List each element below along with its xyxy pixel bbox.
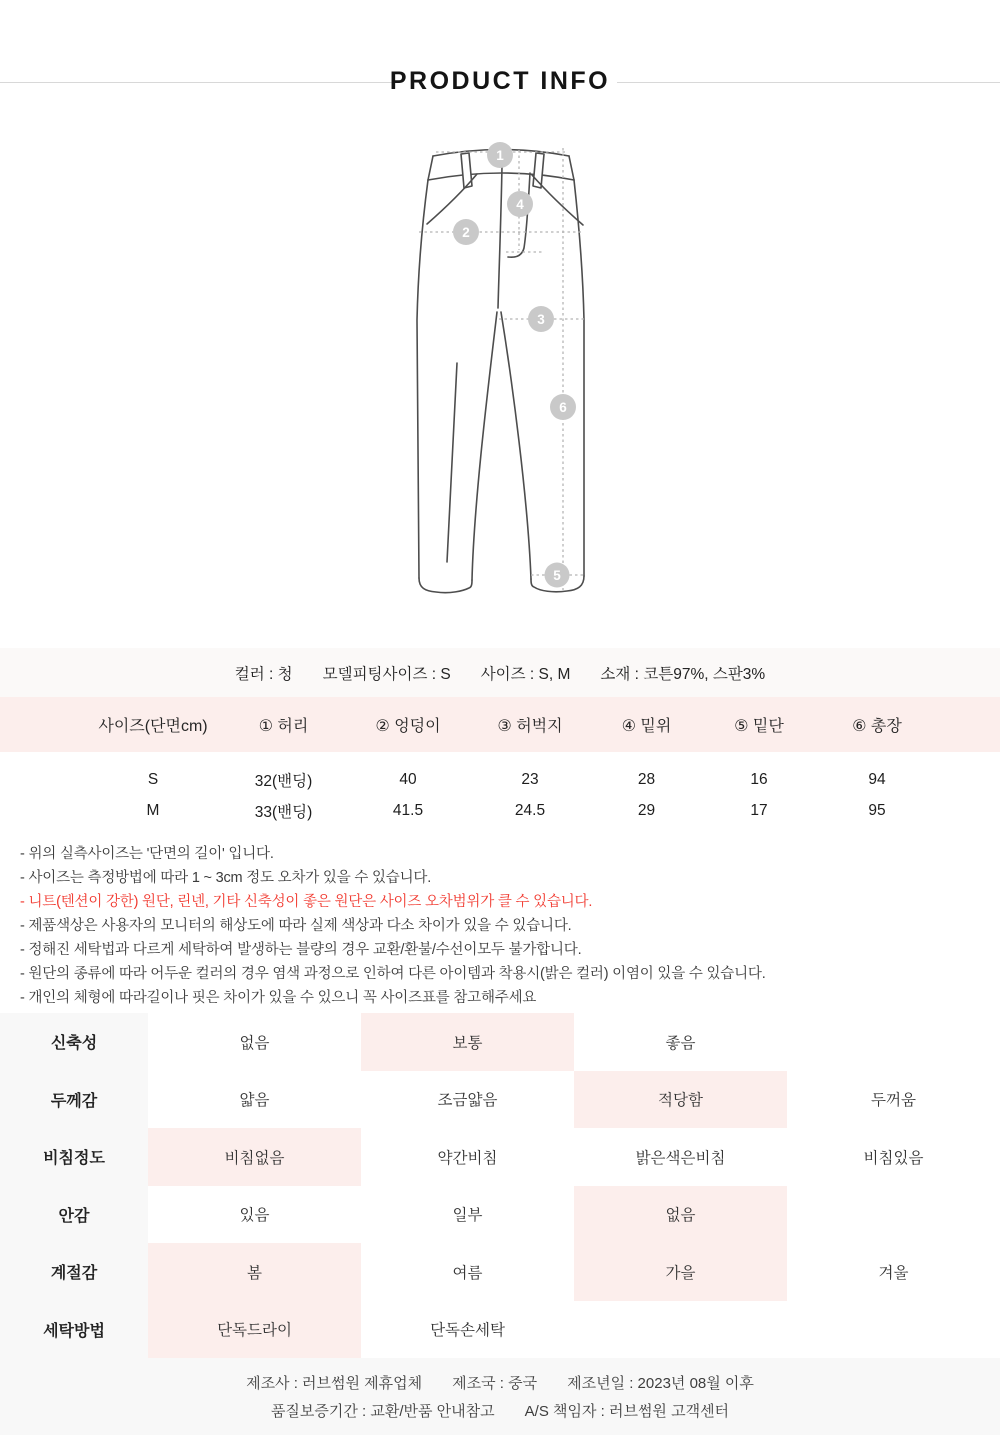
attribute-option: [787, 1013, 1000, 1071]
rise-cell: 28: [637, 770, 656, 788]
attribute-option: 비침있음: [863, 1149, 924, 1167]
attribute-option-selected: 없음: [574, 1186, 787, 1244]
attribute-option: 여름: [452, 1264, 483, 1282]
attribute-option-selected: 봄: [148, 1243, 361, 1301]
size-table-body: [0, 752, 1000, 830]
attribute-option-selected: 적당함: [574, 1071, 787, 1129]
size-table-header: [0, 697, 1000, 752]
fabric-info: 소재 : 코튼97%, 스판3%: [600, 665, 766, 683]
attribute-option: [787, 1301, 1000, 1359]
size-table-header-cell: ② 엉덩이: [375, 718, 441, 735]
pants-measurement-diagram: [0, 130, 1000, 648]
center-front-seam: [498, 166, 502, 308]
attribute-option: 단독손세탁: [430, 1322, 505, 1340]
page-title: PRODUCT INFO: [389, 67, 611, 95]
footer-line-1: [246, 1372, 754, 1393]
attribute-row-washing: [0, 1301, 1000, 1359]
size-table-header-cell: ④ 밑위: [621, 718, 672, 735]
page-header: [0, 0, 1000, 130]
warranty-info: 품질보증기간 : 교환/반품 안내참고: [270, 1403, 495, 1420]
marker-number-4: 4: [516, 197, 524, 212]
left-leg-crease-line: [447, 363, 457, 562]
waistband-left-edge: [428, 156, 433, 180]
note-line: - 위의 실측사이즈는 '단면의 길이' 입니다.: [20, 846, 274, 862]
attribute-option: 좋음: [665, 1034, 696, 1052]
size-cell: S: [147, 770, 159, 788]
title-rule-right: [617, 82, 1000, 83]
manufacturer-footer: [0, 1358, 1000, 1435]
attribute-label: 두께감: [0, 1071, 148, 1129]
manufacture-date-info: 제조년일 : 2023년 08월 이후: [567, 1375, 754, 1392]
hip-cell: 40: [399, 770, 417, 788]
right-inner-seam: [501, 312, 531, 579]
table-row: [0, 764, 1000, 795]
attribute-option-selected: 비침없음: [148, 1128, 361, 1186]
size-table: [0, 697, 1000, 830]
marker-number-5: 5: [553, 568, 561, 583]
attribute-option: 있음: [239, 1207, 270, 1225]
attribute-label: 세탁방법: [0, 1301, 148, 1359]
manufacturer-info: 제조사 : 러브썸원 제휴업체: [246, 1375, 423, 1392]
attribute-option: 일부: [452, 1207, 483, 1225]
hip-cell: 41.5: [392, 801, 424, 819]
left-hem: [419, 578, 472, 593]
size-info: 사이즈 : S, M: [480, 665, 571, 683]
attribute-option: 두꺼움: [871, 1092, 916, 1110]
thigh-cell: 24.5: [514, 801, 546, 819]
note-line: - 개인의 체형에 따라길이나 핏은 차이가 있을 수 있으니 꼭 사이즈표를 참고해주세요: [20, 990, 537, 1006]
attribute-option: 겨울: [878, 1264, 909, 1282]
attribute-option: 조금얇음: [437, 1092, 498, 1110]
attribute-label: 안감: [0, 1186, 148, 1244]
product-summary-strip: [0, 648, 1000, 697]
marker-number-2: 2: [462, 225, 470, 240]
marker-number-1: 1: [496, 148, 504, 163]
left-outer-seam: [417, 180, 428, 578]
as-manager-info: A/S 책임자 : 러브썸원 고객센터: [524, 1403, 730, 1420]
table-row: [0, 795, 1000, 826]
note-line-warning: - 니트(텐션이 강한) 원단, 린넨, 기타 신축성이 좋은 원단은 사이즈 오차범위가 클 수 있습니다.: [20, 894, 593, 910]
attribute-option: 없음: [239, 1034, 270, 1052]
size-table-header-cell: ③ 허벅지: [497, 718, 563, 735]
attribute-row-lining: [0, 1186, 1000, 1244]
right-outer-seam: [574, 180, 584, 576]
size-table-header-cell: ① 허리: [258, 718, 309, 735]
attribute-label: 계절감: [0, 1243, 148, 1301]
attribute-row-sheerness: [0, 1128, 1000, 1186]
attribute-row-stretch: [0, 1013, 1000, 1071]
size-table-header-cell: ⑥ 총장: [852, 718, 902, 735]
pocket-left-line: [427, 174, 477, 224]
hem-cell: 16: [750, 770, 768, 788]
model-fitting-size-info: 모델피팅사이즈 : S: [322, 665, 451, 683]
attribute-option: 얇음: [239, 1092, 270, 1110]
attribute-row-season: [0, 1243, 1000, 1301]
attribute-option: [574, 1301, 787, 1359]
waist-cell: 33(밴딩): [254, 803, 313, 821]
note-line: - 제품색상은 사용자의 모니터의 해상도에 따라 실제 색상과 다소 차이가 있을 수 있습니다.: [20, 918, 572, 934]
attribute-option-selected: 보통: [361, 1013, 574, 1071]
rise-cell: 29: [637, 801, 656, 819]
note-line: - 정해진 세탁법과 다르게 세탁하여 발생하는 블량의 경우 교환/환불/수선이모두 불가합니다.: [20, 942, 582, 958]
footer-line-2: [271, 1400, 729, 1421]
color-info: 컬러 : 청: [234, 665, 293, 683]
note-line: - 원단의 종류에 따라 어두운 컬러의 경우 염색 과정으로 인하여 다른 아이템과 착용시(밝은 컬러) 이염이 있을 수 있습니다.: [20, 966, 766, 982]
waistband-right-edge: [569, 156, 574, 180]
origin-country-info: 제조국 : 중국: [452, 1375, 538, 1392]
thigh-cell: 23: [521, 770, 539, 788]
waist-cell: 32(밴딩): [254, 772, 313, 790]
attribute-option: 밝은색은비침: [635, 1149, 726, 1167]
attribute-label: 비침정도: [0, 1128, 148, 1186]
length-cell: 95: [868, 801, 886, 819]
length-cell: 94: [868, 770, 886, 788]
hem-cell: 17: [750, 801, 768, 819]
attribute-label: 신축성: [0, 1013, 148, 1071]
attribute-option-selected: 가을: [574, 1243, 787, 1301]
size-table-header-cell: 사이즈(단면cm): [98, 718, 208, 735]
attribute-option: 약간비침: [437, 1149, 498, 1167]
attribute-option-selected: 단독드라이: [148, 1301, 361, 1359]
size-notes: [0, 830, 1000, 1013]
pants-sketch: [0, 130, 1000, 648]
note-line: - 사이즈는 측정방법에 따라 1 ~ 3cm 정도 오차가 있을 수 있습니다.: [20, 870, 432, 886]
attribute-option: [787, 1186, 1000, 1244]
attribute-row-thickness: [0, 1071, 1000, 1129]
fabric-attribute-grid: [0, 1013, 1000, 1358]
marker-number-3: 3: [537, 312, 545, 327]
left-inner-seam: [472, 312, 497, 580]
size-cell: M: [146, 801, 160, 819]
marker-number-6: 6: [559, 400, 567, 415]
size-table-header-cell: ⑤ 밑단: [734, 718, 784, 735]
